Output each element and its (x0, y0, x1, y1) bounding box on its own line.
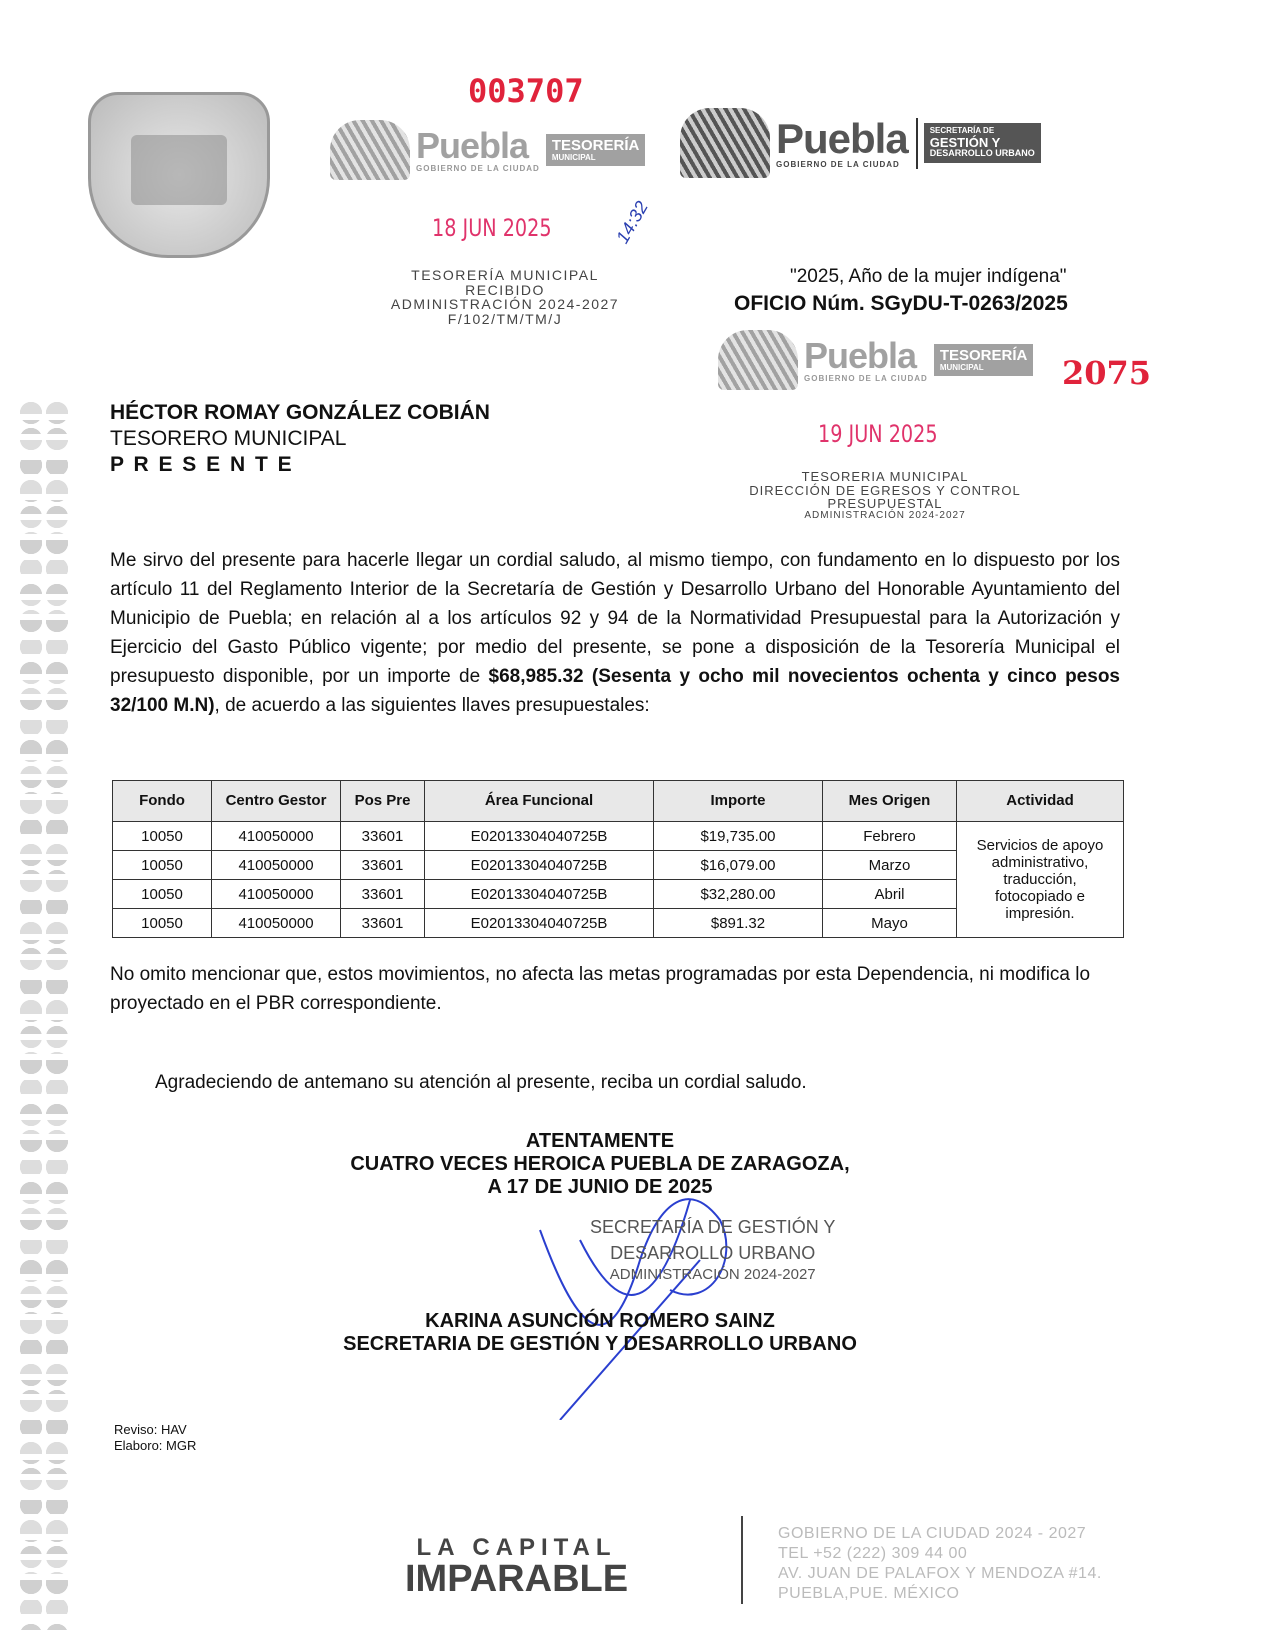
column-header: Área Funcional (425, 781, 654, 822)
folio-stamp: 003707 (468, 72, 584, 110)
puebla-emblem-icon (680, 108, 770, 178)
received-date-stamp-2: 19 JUN 2025 (818, 420, 938, 448)
logo-box-title: TESORERÍA (939, 346, 1028, 364)
closing-city: CUATRO VECES HEROICA PUEBLA DE ZARAGOZA, (350, 1153, 850, 1175)
cell: 10050 (113, 822, 212, 851)
logo-box-line: SECRETARÍA DE (929, 126, 995, 136)
cell: Febrero (823, 822, 957, 851)
stamp-line: DIRECCIÓN DE EGRESOS Y CONTROL (749, 482, 1021, 498)
cell: E02013304040725B (425, 880, 654, 909)
body-paragraph-3: Agradeciendo de antemano su atención al presente, reciba un cordial saludo. (155, 1072, 807, 1093)
body-text: , de acuerdo a las siguientes llaves presupuestales: (214, 695, 650, 716)
atentamente: ATENTAMENTE (525, 1130, 675, 1152)
closing-date: A 17 DE JUNIO DE 2025 (487, 1176, 713, 1198)
stamp-line: ADMINISTRACIÓN 2024-2027 (609, 1266, 816, 1283)
logo-sub: GOBIERNO DE LA CIUDAD (776, 159, 900, 169)
slogan-logo (405, 1534, 629, 1600)
stamp-line: SECRETARÍA DE GESTIÓN Y (590, 1217, 836, 1237)
tesoreria-logo (330, 120, 645, 180)
cell: 33601 (341, 880, 425, 909)
footer-line: AV. JUAN DE PALAFOX Y MENDOZA #14. (778, 1565, 1102, 1582)
reviso: Reviso: HAV (114, 1422, 187, 1437)
logo-sub: GOBIERNO DE LA CIUDAD (416, 163, 540, 173)
stamp-line: ADMINISTRACIÓN 2024-2027 (804, 509, 966, 521)
logo-box-line: DESARROLLO URBANO (929, 148, 1035, 159)
cell: 33601 (341, 851, 425, 880)
cell: $19,735.00 (654, 822, 823, 851)
slogan-top: LA CAPITAL (416, 1534, 617, 1561)
decorative-border (18, 400, 70, 1630)
cell: Abril (823, 880, 957, 909)
sgydu-logo (680, 108, 1041, 178)
budget-table (112, 780, 1124, 938)
footer-contact (778, 1524, 1102, 1604)
column-header: Pos Pre (341, 781, 425, 822)
activity-cell: Servicios de apoyo administrativo, traducción, fotocopiado e impresión. (957, 822, 1124, 938)
footer-line: PUEBLA,PUE. MÉXICO (778, 1585, 960, 1602)
cell: E02013304040725B (425, 851, 654, 880)
cell: Marzo (823, 851, 957, 880)
signer-name: KARINA ASUNCIÓN ROMERO SAINZ (425, 1310, 775, 1332)
municipal-seal (88, 92, 270, 258)
logo-word: Puebla (416, 124, 529, 166)
cell: 33601 (341, 909, 425, 938)
cell: Mayo (823, 909, 957, 938)
handwritten-time: 14:32 (612, 197, 653, 247)
cell: 10050 (113, 851, 212, 880)
recipient-title: TESORERO MUNICIPAL (110, 427, 347, 450)
cell: $32,280.00 (654, 880, 823, 909)
column-header: Importe (654, 781, 823, 822)
received-stamp-text (360, 268, 650, 327)
cell: 410050000 (212, 851, 341, 880)
logo-sub: GOBIERNO DE LA CIUDAD (804, 373, 928, 383)
stamp-line: DESARROLLO URBANO (610, 1243, 816, 1263)
amount-text: $68,985.32 (Sesenta y ocho mil novecientos ochenta y cinco pesos 32/100 M.N) (110, 666, 1120, 716)
stamp-line: PRESUPUESTAL (827, 496, 943, 512)
stamp-line: TESORERÍA MUNICIPAL (411, 267, 599, 283)
cell: $16,079.00 (654, 851, 823, 880)
received-stamp-text-2 (740, 470, 1030, 521)
stamp-line: RECIBIDO (465, 281, 545, 298)
oficio-number: OFICIO Núm. SGyDU-T-0263/2025 (734, 292, 1068, 315)
stamp-line: TESORERIA MUNICIPAL (801, 469, 969, 484)
stamp-line: ADMINISTRACIÓN 2024-2027 (390, 296, 620, 313)
logo-word: Puebla (776, 114, 908, 162)
logo-word: Puebla (804, 334, 917, 376)
cell: 410050000 (212, 909, 341, 938)
signer-block (280, 1310, 920, 1356)
column-header: Mes Origen (823, 781, 957, 822)
table-row (113, 822, 1124, 851)
signature-stamp (590, 1214, 835, 1284)
body-paragraph-2: No omito mencionar que, estos movimientos, no afecta las metas programadas por esta Dependencia, ni modifica lo proyectado en el PBR correspondiente. (110, 964, 1091, 1014)
logo-box-title: TESORERÍA (551, 136, 640, 154)
signer-title: SECRETARIA DE GESTIÓN Y DESARROLLO URBANO (343, 1333, 857, 1355)
body-paragraph-1 (110, 546, 1120, 720)
cell: 410050000 (212, 880, 341, 909)
cell: 10050 (113, 909, 212, 938)
footer-divider (741, 1516, 743, 1604)
logo-box-line: GESTIÓN Y (929, 134, 1001, 150)
initials (114, 1422, 196, 1454)
elaboro: Elaboro: MGR (114, 1438, 197, 1453)
received-date-stamp: 18 JUN 2025 (432, 214, 552, 242)
puebla-emblem-icon (330, 120, 410, 180)
recipient-block (110, 400, 490, 478)
cell: $891.32 (654, 909, 823, 938)
recipient-name: HÉCTOR ROMAY GONZÁLEZ COBIÁN (110, 401, 490, 424)
cell: E02013304040725B (425, 909, 654, 938)
column-header: Centro Gestor (212, 781, 341, 822)
logo-box-sub: MUNICIPAL (551, 152, 596, 162)
presente-label: P R E S E N T E (110, 453, 294, 476)
cell: 33601 (341, 822, 425, 851)
stamp-line: F/102/TM/TM/J (447, 311, 563, 328)
puebla-emblem-icon (718, 330, 798, 390)
column-header: Actividad (957, 781, 1124, 822)
footer-line: GOBIERNO DE LA CIUDAD 2024 - 2027 (778, 1525, 1087, 1542)
footer-line: TEL +52 (222) 309 44 00 (778, 1545, 968, 1562)
tesoreria-logo-2 (718, 330, 1033, 390)
slogan-bottom: IMPARABLE (405, 1558, 629, 1600)
logo-box-sub: MUNICIPAL (939, 362, 984, 372)
cell: 10050 (113, 880, 212, 909)
folio-stamp-2: 2075 (1062, 354, 1152, 392)
body-text: Me sirvo del presente para hacerle llegar un cordial saludo, al mismo tiempo, con fundamento en lo dispuesto por los artículo 11 del Reglamento Interior de la Secretaría de Gestión y Desarrollo Urbano del Honorable Ayuntamiento del Municipio de Puebla; en relación al a los artículos 92 y 94 de la Normatividad Presupuestal para la Autorización y Ejercicio del Gasto Público vigente; por medio del presente, se pone a disposición de la Tesorería Municipal el presupuesto disponible, por un importe de (110, 550, 1120, 687)
cell: E02013304040725B (425, 822, 654, 851)
column-header: Fondo (113, 781, 212, 822)
cell: 410050000 (212, 822, 341, 851)
year-motto: "2025, Año de la mujer indígena" (790, 266, 1067, 287)
